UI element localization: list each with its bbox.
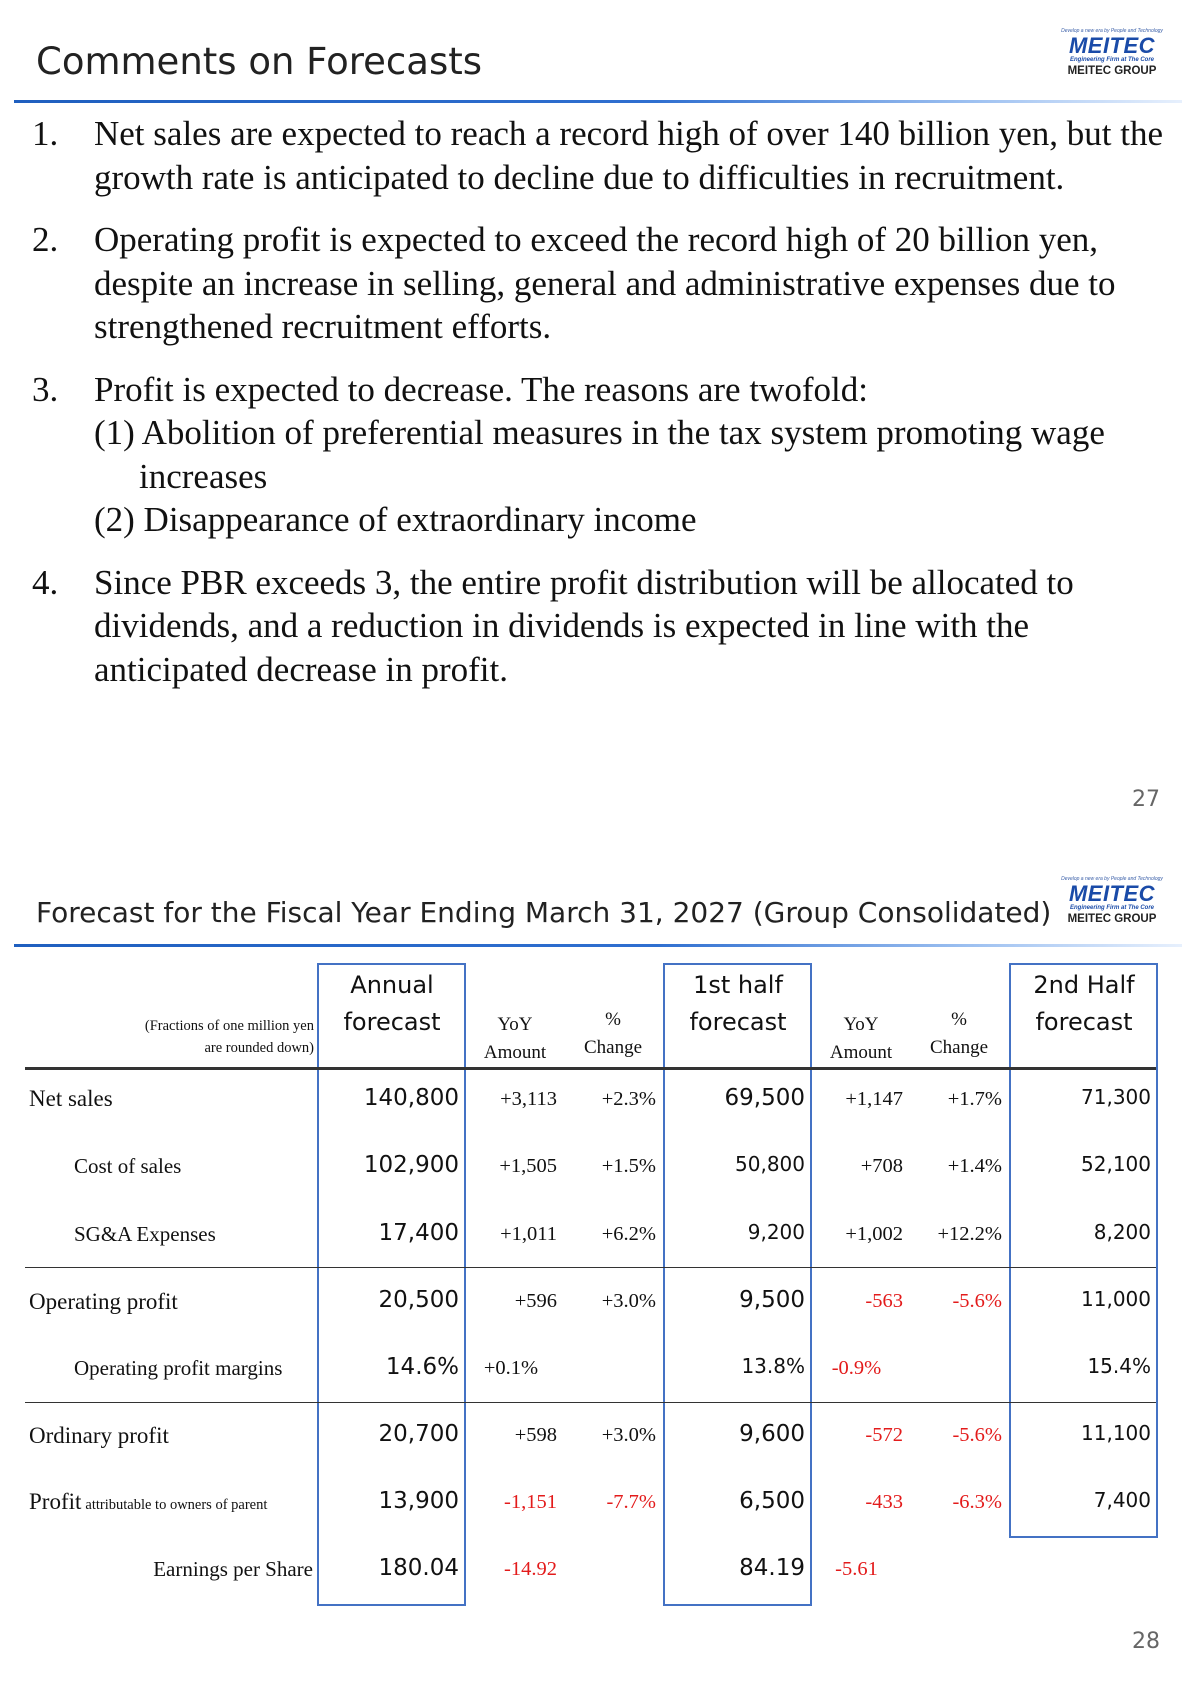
header-text: forecast <box>1035 1008 1133 1036</box>
header-text: Annual <box>350 971 434 999</box>
row-label: Cost of sales <box>74 1154 182 1178</box>
page-title: Forecast for the Fiscal Year Ending March 31, 2027 (Group Consolidated) <box>36 896 1052 929</box>
annual-value: 17,400 <box>378 1220 459 1246</box>
first-half-yoy: -563 <box>865 1290 903 1312</box>
header-text: 1st half <box>693 971 783 999</box>
header-text: Amount <box>829 1042 893 1063</box>
row-label: Earnings per Share <box>153 1557 313 1581</box>
comment-text: Profit is expected to decrease. The reasons are twofold: <box>94 369 868 409</box>
annual-yoy: +1,505 <box>499 1155 557 1177</box>
annual-value: 180.04 <box>378 1555 459 1581</box>
forecast-table <box>0 842 1190 1684</box>
first-half-yoy: +1,002 <box>845 1223 903 1245</box>
annual-value: 20,700 <box>378 1421 459 1447</box>
row-label: Ordinary profit <box>29 1423 169 1448</box>
row-label: Operating profit margins <box>74 1356 283 1380</box>
annual-pct: -7.7% <box>606 1491 656 1513</box>
header-text: 2nd Half <box>1033 971 1135 999</box>
logo-brand: MEITEC <box>1068 33 1156 58</box>
annual-value: 14.6% <box>385 1354 459 1380</box>
annual-yoy: +0.1% <box>483 1357 539 1379</box>
first-half-value: 9,500 <box>739 1287 805 1313</box>
units-note-line: are rounded down) <box>204 1040 314 1056</box>
second-half-column-box <box>1009 963 1158 1538</box>
annual-yoy: +596 <box>514 1290 557 1312</box>
comment-item <box>32 561 1177 692</box>
first-half-yoy: -433 <box>865 1491 903 1513</box>
first-half-pct: -5.6% <box>952 1290 1002 1312</box>
slide-forecast <box>0 842 1190 1684</box>
title-divider <box>14 100 1182 103</box>
header-pct-change <box>914 1006 1004 1062</box>
annual-value: 140,800 <box>363 1085 459 1111</box>
first-half-value: 13.8% <box>741 1354 805 1378</box>
page-number: 27 <box>1132 787 1160 812</box>
annual-value: 20,500 <box>378 1287 459 1313</box>
first-half-pct: -6.3% <box>952 1491 1002 1513</box>
comment-number: 4. <box>32 562 59 602</box>
header-annual-forecast <box>317 967 467 1041</box>
row-divider <box>25 1402 1156 1403</box>
first-half-value: 84.19 <box>739 1555 805 1581</box>
logo-group: MEITEC GROUP <box>1067 65 1157 77</box>
header-yoy-amount <box>816 1011 906 1067</box>
row-label: SG&A Expenses <box>74 1222 216 1246</box>
annual-yoy: -1,151 <box>504 1491 557 1513</box>
first-half-value: 9,600 <box>739 1421 805 1447</box>
header-second-half-forecast <box>1009 967 1159 1041</box>
first-half-pct: +12.2% <box>937 1223 1002 1245</box>
annual-pct: +6.2% <box>601 1223 656 1245</box>
meitec-logo <box>1056 28 1168 78</box>
comment-text: Operating profit is expected to exceed the record high of 20 billion yen, despite an increase in selling, general and administrative expenses due to strengthened recruitment efforts. <box>94 220 1116 346</box>
units-note-line: (Fractions of one million yen <box>144 1018 314 1034</box>
first-half-value: 9,200 <box>747 1220 805 1244</box>
logo-brand: MEITEC <box>1068 881 1156 906</box>
logo-subtitle: Engineering Firm at The Core <box>1069 905 1154 911</box>
first-half-value: 6,500 <box>739 1488 805 1514</box>
row-label: Net sales <box>29 1086 113 1111</box>
header-pct-change <box>568 1006 658 1062</box>
header-text: Change <box>583 1037 643 1058</box>
logo-subtitle: Engineering Firm at The Core <box>1069 57 1154 63</box>
row-label <box>29 1489 267 1515</box>
annual-pct: +1.5% <box>601 1155 656 1177</box>
logo-tagline: Develop a new era by People and Technology <box>1061 28 1163 34</box>
header-rule <box>25 1067 1156 1070</box>
header-text: forecast <box>343 1008 441 1036</box>
first-half-pct: +1.4% <box>947 1155 1002 1177</box>
second-half-value: 71,300 <box>1081 1085 1151 1109</box>
row-label-qualifier: attributable to owners of parent <box>85 1497 268 1513</box>
first-half-value: 50,800 <box>735 1152 805 1176</box>
comments-list <box>32 112 1177 710</box>
annual-yoy: -14.92 <box>504 1558 557 1580</box>
annual-yoy: +1,011 <box>500 1223 557 1245</box>
second-half-value: 8,200 <box>1093 1220 1151 1244</box>
header-text: % <box>951 1009 967 1030</box>
header-first-half-forecast <box>663 967 813 1041</box>
first-half-yoy: -0.9% <box>831 1357 882 1379</box>
header-text: % <box>605 1009 621 1030</box>
comment-number: 1. <box>32 114 59 153</box>
header-text: YoY <box>843 1014 879 1035</box>
first-half-yoy: +708 <box>860 1155 903 1177</box>
row-label: Operating profit <box>29 1289 178 1314</box>
logo-group: MEITEC GROUP <box>1067 913 1157 925</box>
comment-text: Net sales are expected to reach a record high of over 140 billion yen, but the growth rate is anticipated to decline due to difficulties in recruitment. <box>94 114 1164 197</box>
comment-item <box>32 218 1177 349</box>
first-half-pct: +1.7% <box>947 1088 1002 1110</box>
row-divider <box>25 1267 1156 1268</box>
annual-yoy: +598 <box>514 1424 557 1446</box>
page-number: 28 <box>1132 1629 1160 1654</box>
second-half-value: 7,400 <box>1093 1488 1151 1512</box>
comment-subitem: (1) Abolition of preferential measures in the tax system promoting wage increases <box>94 413 1105 496</box>
comment-text: Since PBR exceeds 3, the entire profit distribution will be allocated to dividends, and a reduction in dividends is expected in line with the anticipated decrease in profit. <box>94 562 1074 689</box>
comment-number: 2. <box>32 220 59 259</box>
second-half-value: 11,000 <box>1081 1287 1151 1311</box>
page-title: Comments on Forecasts <box>36 40 483 83</box>
second-half-value: 52,100 <box>1081 1152 1151 1176</box>
header-text: Change <box>929 1037 989 1058</box>
row-label-main: Profit <box>29 1489 82 1514</box>
logo-tagline: Develop a new era by People and Technology <box>1061 876 1163 882</box>
first-half-yoy: -5.61 <box>835 1558 878 1580</box>
header-text: YoY <box>497 1014 533 1035</box>
first-half-yoy: -572 <box>865 1424 903 1446</box>
annual-value: 13,900 <box>378 1488 459 1514</box>
comment-subitem: (2) Disappearance of extraordinary income <box>94 500 697 539</box>
annual-pct: +3.0% <box>601 1424 656 1446</box>
comment-number: 3. <box>32 369 59 409</box>
second-half-value: 11,100 <box>1081 1421 1151 1445</box>
comment-item <box>32 112 1177 199</box>
annual-pct: +2.3% <box>601 1088 656 1110</box>
annual-yoy: +3,113 <box>500 1088 557 1110</box>
first-half-pct: -5.6% <box>952 1424 1002 1446</box>
units-note <box>60 1015 314 1059</box>
header-text: forecast <box>689 1008 787 1036</box>
second-half-value: 15.4% <box>1087 1354 1151 1378</box>
first-half-value: 69,500 <box>724 1085 805 1111</box>
header-yoy-amount <box>470 1011 560 1067</box>
annual-value: 102,900 <box>363 1152 459 1178</box>
header-text: Amount <box>483 1042 547 1063</box>
comment-item <box>32 368 1177 542</box>
first-half-yoy: +1,147 <box>845 1088 903 1110</box>
annual-pct: +3.0% <box>601 1290 656 1312</box>
